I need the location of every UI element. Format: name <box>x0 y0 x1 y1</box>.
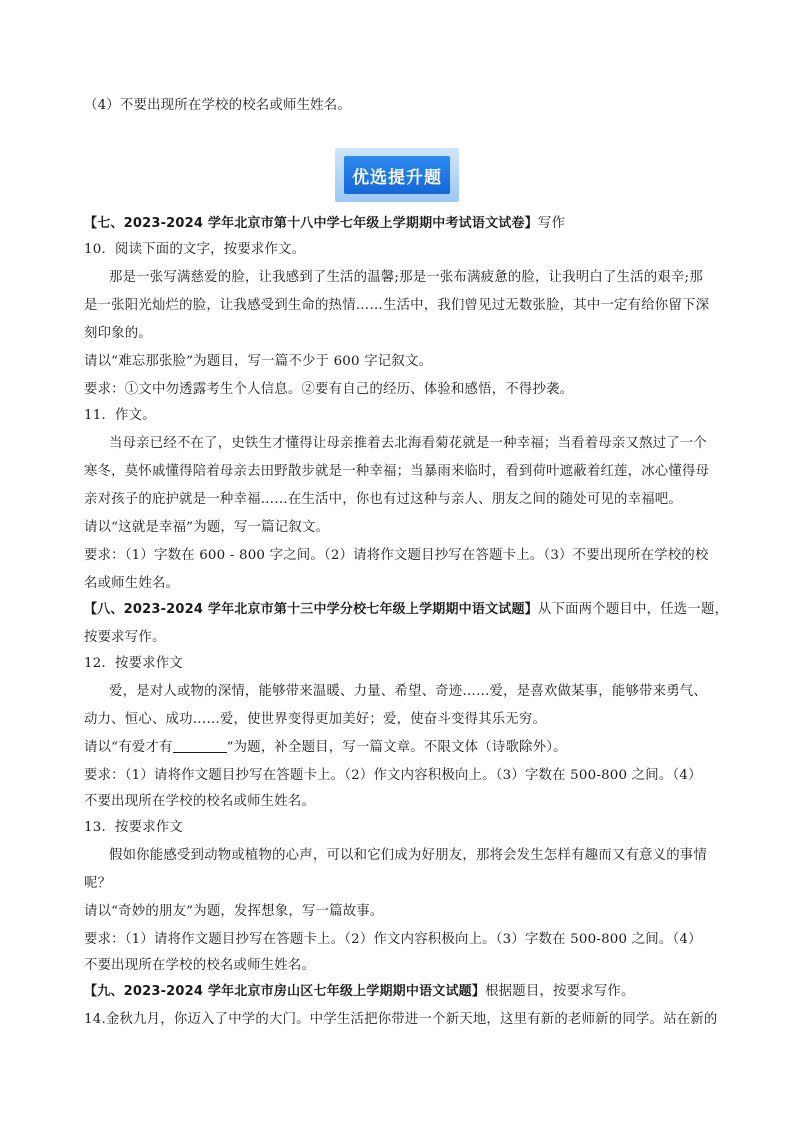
section-9-task: 根据题目，按要求写作。 <box>485 984 635 999</box>
q11-title-instruction: 请以“这就是幸福”为题，写一篇记叙文。 <box>84 520 330 535</box>
q11-requirements: 要求：（1）字数在 600 - 800 字之间。（2）请将作文题目抄写在答题卡上。（3）不要出现所在学校的校 <box>84 548 709 563</box>
question-12: 12．按要求作文 <box>84 656 183 671</box>
question-11: 11．作文。 <box>84 408 156 423</box>
requirement-line: （4）不要出现所在学校的校名或师生姓名。 <box>84 98 351 113</box>
section-7-heading <box>84 214 734 234</box>
section-7-task: 写作 <box>537 216 566 231</box>
question-13: 13．按要求作文 <box>84 820 183 835</box>
q12-title-suffix: ”为题，补全题目，写一篇文章。不限文体（诗歌除外）。 <box>226 740 567 755</box>
question-14: 14.金秋九月，你迈入了中学的大门。中学生活把你带进一个新天地，这里有新的老师新的同学。站在新的 <box>84 1012 718 1027</box>
banner-label: 优选提升题 <box>344 156 450 194</box>
q12-requirements: 不要出现所在学校的校名或师生姓名。 <box>84 794 316 809</box>
section-9-heading <box>84 982 734 1002</box>
q13-title-instruction: 请以“奇妙的朋友”为题，发挥想象，写一篇故事。 <box>84 904 384 919</box>
q12-title-instruction <box>84 738 734 758</box>
section-7-source: 【七、2023-2024 学年北京市第十八中学七年级上学期期中考试语文试卷】 <box>84 216 538 231</box>
q10-prompt-line: 是一张阳光灿烂的脸，让我感受到生命的热情……生活中，我们曾见过无数张脸，其中一定有给你留下深 <box>84 298 710 313</box>
q13-requirements: 要求：（1）请将作文题目抄写在答题卡上。（2）作文内容积极向上。（3）字数在 500-800 之间。（4） <box>84 932 702 947</box>
section-8-heading <box>84 600 734 620</box>
section-8-source: 【八、2023-2024 学年北京市第十三中学分校七年级上学期期中语文试题】 <box>84 602 538 617</box>
q10-prompt-line: 刻印象的。 <box>84 326 152 341</box>
q12-requirements: 要求：（1）请将作文题目抄写在答题卡上。（2）作文内容积极向上。（3）字数在 500-800 之间。（4） <box>84 768 702 783</box>
q11-prompt-line: 当母亲已经不在了，史铁生才懂得让母亲推着去北海看菊花就是一种幸福；当看着母亲又熬过了一个 <box>109 436 707 451</box>
q12-title-prefix: 请以“有爱才有 <box>84 740 173 755</box>
section-9-source: 【九、2023-2024 学年北京市房山区七年级上学期期中语文试题】 <box>84 984 486 999</box>
q12-prompt-line: 爱，是对人或物的深情，能够带来温暖、力量、希望、奇迹……爱，是喜欢做某事，能够带来勇气、 <box>109 684 707 699</box>
q10-prompt-line: 那是一张写满慈爱的脸，让我感到了生活的温馨;那是一张布满疲惫的脸，让我明白了生活的艰辛;那 <box>109 270 703 285</box>
q11-prompt-line: 寒冬，莫怀戚懂得陪着母亲去田野散步就是一种幸福；当暴雨来临时，看到荷叶遮蔽着红莲，冰心懂得母 <box>84 464 710 479</box>
q10-requirements: 要求：①文中勿透露考生个人信息。②要有自己的经历、体验和感悟，不得抄袭。 <box>84 382 574 397</box>
q11-prompt-line: 亲对孩子的庇护就是一种幸福……在生活中，你也有过这种与亲人、朋友之间的随处可见的幸福吧。 <box>84 492 682 507</box>
section-8-task: 从下面两个题目中，任选一题， <box>537 602 729 617</box>
q11-requirements: 名或师生姓名。 <box>84 576 180 591</box>
q13-requirements: 不要出现所在学校的校名或师生姓名。 <box>84 958 316 973</box>
q13-prompt-line: 呢？ <box>84 876 112 891</box>
question-10: 10．阅读下面的文字，按要求作文。 <box>84 242 306 257</box>
fill-in-blank <box>173 738 227 753</box>
q13-prompt-line: 假如你能感受到动物或植物的心声，可以和它们成为好朋友，那将会发生怎样有趣而又有意义的事情 <box>109 848 707 863</box>
q12-prompt-line: 动力、恒心、成功……爱，使世界变得更加美好；爱，使奋斗变得其乐无穷。 <box>84 712 547 727</box>
section-banner <box>335 148 459 202</box>
q10-title-instruction: 请以“难忘那张脸”为题目，写一篇不少于 600 字记叙文。 <box>84 354 433 369</box>
section-8-task-cont: 按要求写作。 <box>84 630 166 645</box>
